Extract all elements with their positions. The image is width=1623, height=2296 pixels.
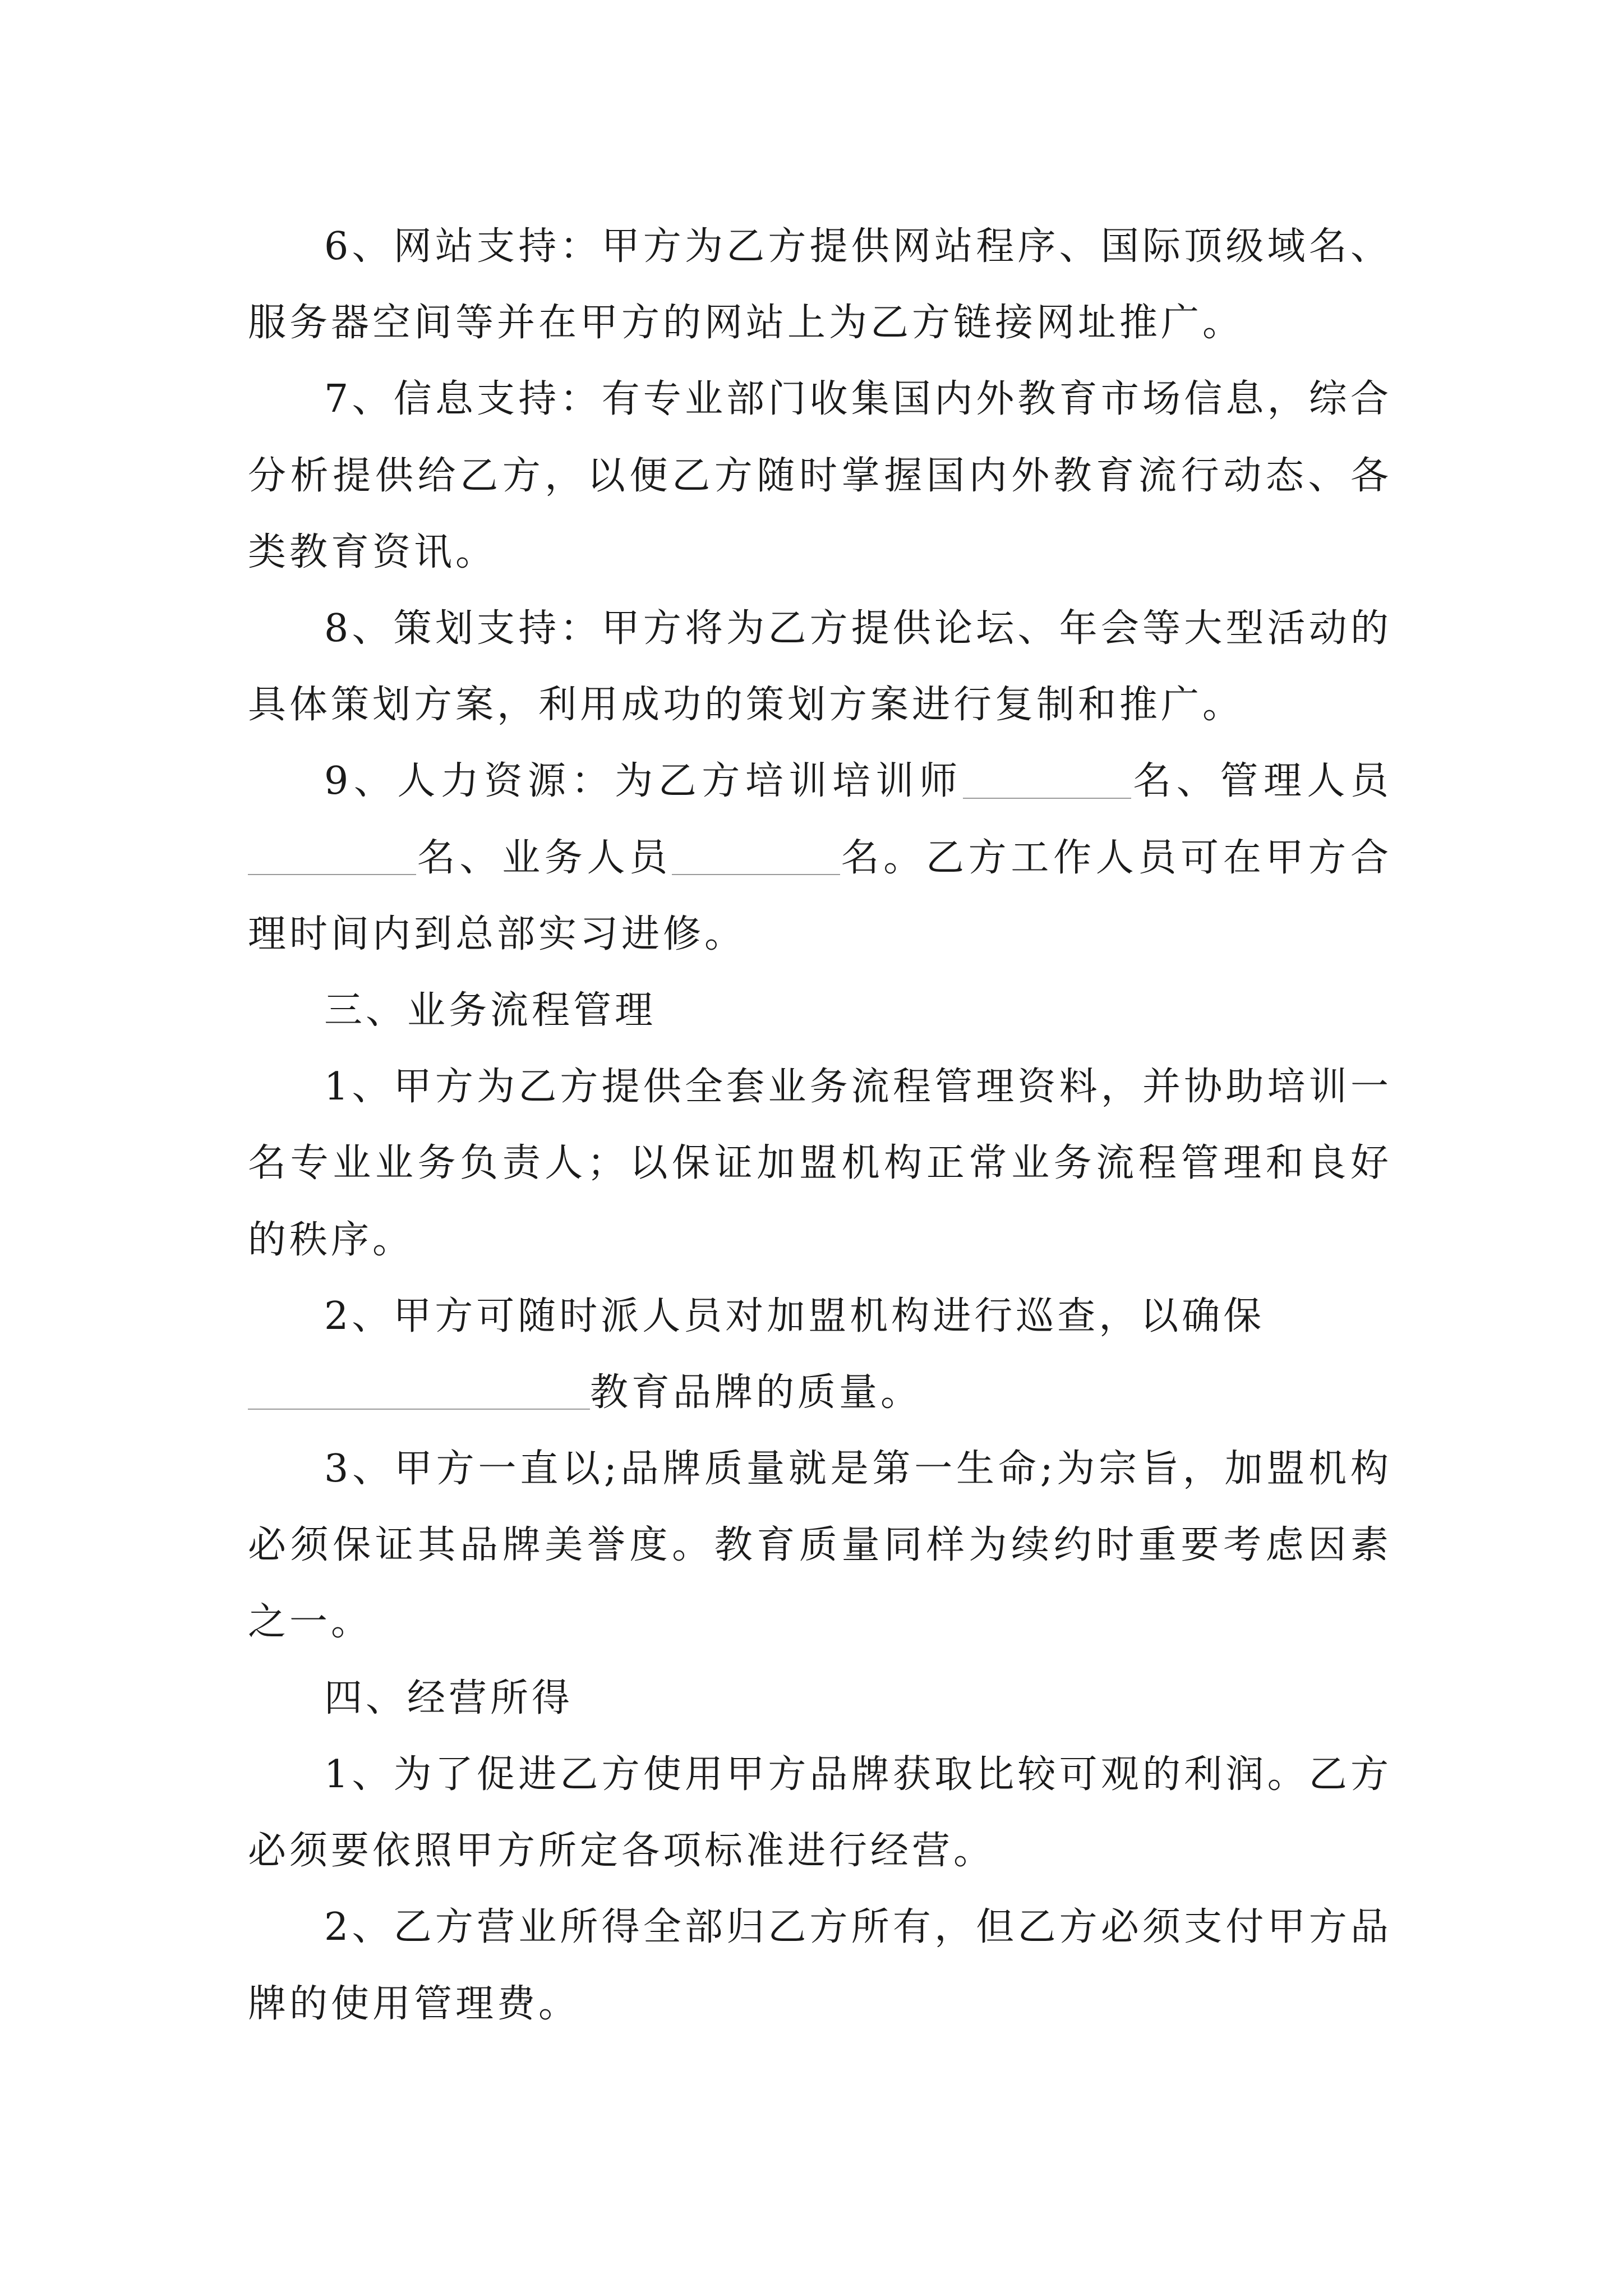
clause-text: 名、管理人员 [1131, 759, 1392, 804]
section-heading-operating-income: 四、经营所得 [324, 1676, 574, 1720]
document-body [248, 209, 1392, 2042]
clause-text: 名。乙方工作人员可在甲方合理时间内到总部实习进修。 [248, 835, 1392, 956]
clause-text: 名、业务人员 [416, 835, 672, 880]
clause-text: 教育品牌的质量。 [590, 1370, 923, 1415]
clause-operating-standards: 1、为了促进乙方使用甲方品牌获取比较可观的利润。乙方必须要依照甲方所定各项标准进行经营。 [248, 1752, 1392, 1874]
clause-text: 2、甲方可随时派人员对加盟机构进行巡查，以确保 [324, 1294, 1265, 1338]
clause-human-resources [248, 743, 1392, 973]
fill-blank-trainers[interactable] [963, 760, 1131, 799]
clause-planning-support: 8、策划支持：甲方将为乙方提供论坛、年会等大型活动的具体策划方案，利用成功的策划方案进行复制和推广。 [248, 606, 1392, 728]
clause-text: 9、人力资源：为乙方培训培训师 [324, 759, 963, 804]
clause-inspection [248, 1278, 1392, 1431]
clause-information-support: 7、信息支持：有专业部门收集国内外教育市场信息，综合分析提供给乙方，以便乙方随时掌握国内外教育流行动态、各类教育资讯。 [248, 377, 1392, 574]
section-heading-business-process: 三、业务流程管理 [324, 988, 657, 1033]
clause-management-fee: 2、乙方营业所得全部归乙方所有，但乙方必须支付甲方品牌的使用管理费。 [248, 1905, 1392, 2026]
clause-website-support: 6、网站支持：甲方为乙方提供网站程序、国际顶级域名、服务器空间等并在甲方的网站上为乙方链接网址推广。 [248, 224, 1392, 346]
fill-blank-managers[interactable] [248, 836, 416, 875]
fill-blank-staff[interactable] [672, 836, 840, 875]
fill-blank-brand-name[interactable] [248, 1370, 590, 1410]
clause-brand-quality: 3、甲方一直以;品牌质量就是第一生命;为宗旨，加盟机构必须保证其品牌美誉度。教育质量同样为续约时重要考虑因素之一。 [248, 1447, 1392, 1644]
clause-process-materials: 1、甲方为乙方提供全套业务流程管理资料，并协助培训一名专业业务负责人；以保证加盟机构正常业务流程管理和良好的秩序。 [248, 1065, 1392, 1262]
